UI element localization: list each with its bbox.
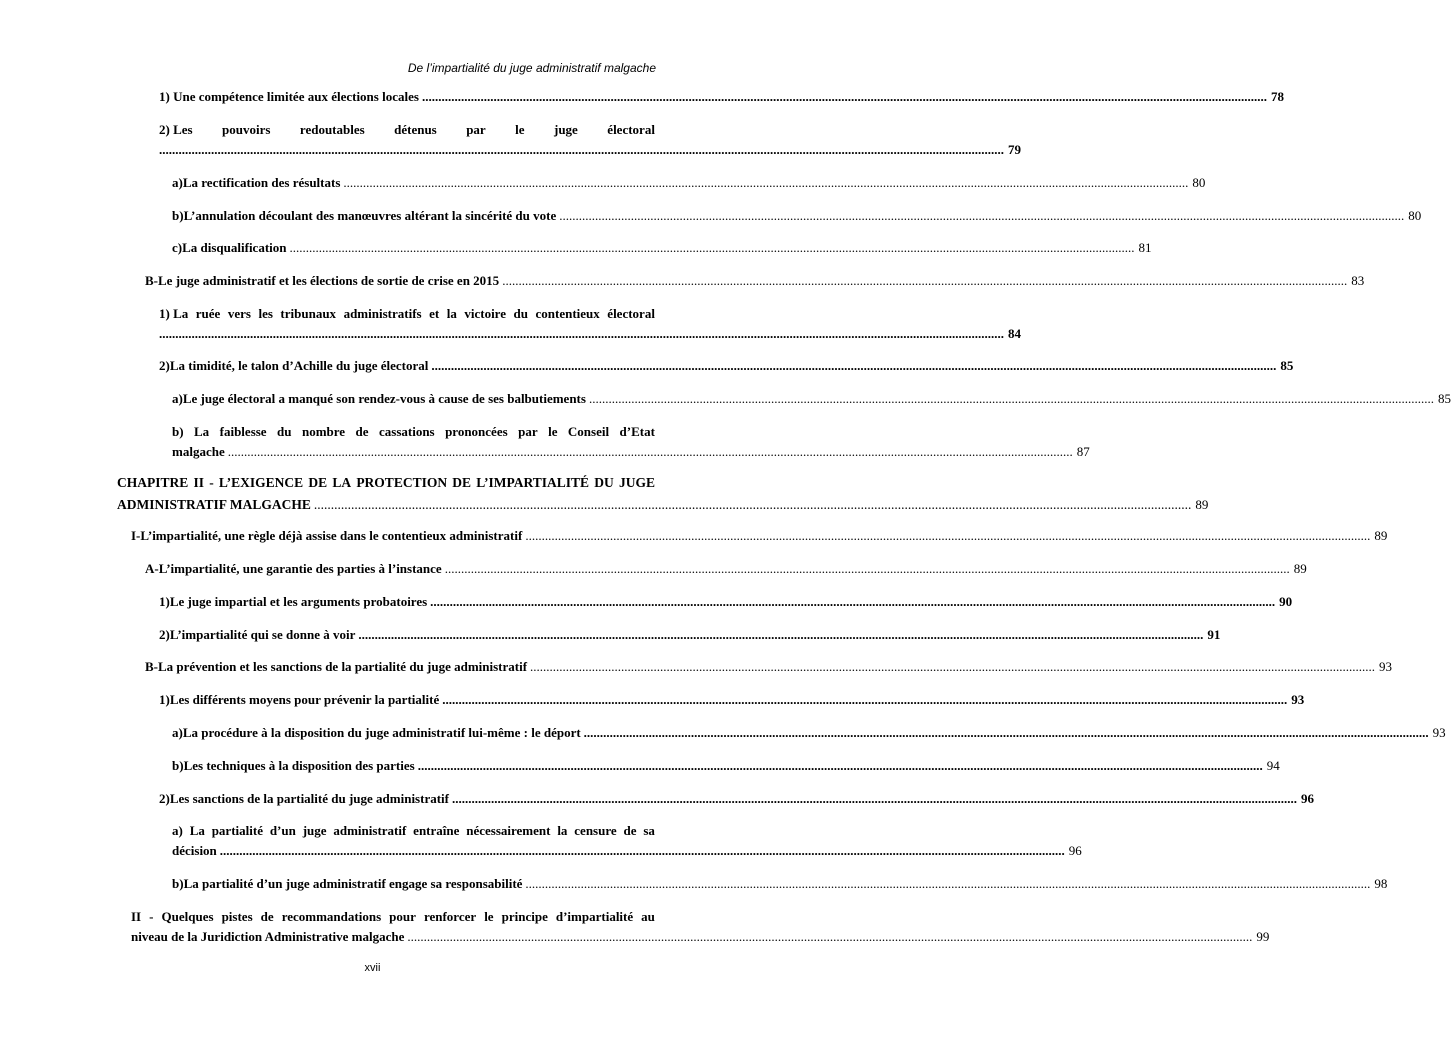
toc-entry-title (172, 422, 655, 442)
toc-word: DU (594, 475, 614, 490)
toc-entry[interactable] (159, 304, 1021, 344)
toc-word: administratifs (343, 306, 422, 321)
toc-word: L’EXIGENCE (218, 475, 304, 490)
toc-entry-page: 80 (1408, 208, 1422, 223)
toc-entry-page: 90 (1279, 594, 1293, 609)
toc-word: b) (172, 424, 184, 439)
toc-entry[interactable] (172, 173, 1206, 193)
toc-entry-marker: A- (145, 561, 159, 576)
toc-word: victoire (464, 306, 506, 321)
dot-leader: .................................................................................................................................................................................................................................................................... (583, 725, 1429, 740)
dot-leader: .................................................................................................................................................................................................................................................................... (530, 659, 1376, 674)
toc-entry-page: 85 (1280, 358, 1294, 373)
toc-entry-marker: 2) (159, 627, 170, 642)
toc-word: pistes (221, 909, 253, 924)
toc-entry-title: L’impartialité, une règle déjà assise dans le contentieux administratif (140, 528, 523, 543)
toc-entry-title: La procédure à la disposition du juge administratif lui-même : le déport (182, 725, 581, 740)
toc-entry-title (117, 472, 655, 494)
toc-entry-title (172, 821, 655, 841)
toc-entry-title: La partialité d’un juge administratif engage sa responsabilité (183, 876, 523, 891)
toc-entry-title: Le juge électoral a manqué son rendez-vous à cause de ses balbutiements (182, 391, 586, 406)
toc-word: - (149, 909, 154, 924)
toc-entry[interactable] (145, 559, 1307, 579)
dot-leader: .................................................................................................................................................................................................................................................................... (227, 444, 1073, 459)
toc-word: au (641, 909, 655, 924)
toc-word: par (466, 122, 486, 137)
toc-word: JUGE (618, 475, 655, 490)
dot-leader: .................................................................................................................................................................................................................................................................... (219, 843, 1065, 858)
toc-word: DE (452, 475, 472, 490)
toc-entry-title: 1) Une compétence limitée aux élections locales (159, 89, 419, 104)
toc-entry[interactable] (172, 389, 1451, 409)
toc-word: détenus (394, 122, 437, 137)
toc-entry[interactable] (159, 625, 1221, 645)
toc-word: cassations (378, 424, 435, 439)
toc-word: électoral (607, 122, 655, 137)
toc-entry-marker: 2) (159, 791, 170, 806)
toc-entry[interactable] (172, 238, 1152, 258)
dot-leader: .................................................................................................................................................................................................................................................................... (407, 929, 1253, 944)
dot-leader: .................................................................................................................................................................................................................................................................... (588, 391, 1434, 406)
toc-entry-marker: a) (172, 725, 183, 740)
toc-entry-title (159, 120, 655, 140)
toc-word: juge (302, 823, 327, 838)
dot-leader: .................................................................................................................................................................................................................................................................... (430, 594, 1276, 609)
toc-entry-page: 78 (1270, 89, 1284, 104)
toc-entry-page: 79 (1008, 142, 1021, 157)
toc-entry-marker: a) (172, 391, 183, 406)
toc-entry-marker: b) (172, 208, 184, 223)
toc-entry-page: 84 (1008, 326, 1021, 341)
dot-leader: .................................................................................................................................................................................................................................................................... (431, 358, 1277, 373)
dot-leader: .................................................................................................................................................................................................................................................................... (525, 876, 1371, 891)
toc-entry-page: 96 (1301, 791, 1314, 806)
toc-entry[interactable] (131, 907, 1270, 947)
toc-entry-title-cont: décision (172, 843, 217, 858)
toc-entry-marker: I- (131, 528, 141, 543)
toc-entry-page: 87 (1076, 444, 1090, 459)
toc-entry[interactable] (172, 821, 1082, 861)
toc-entry[interactable] (159, 87, 1284, 107)
toc-word: du (277, 424, 292, 439)
toc-word: faiblesse (219, 424, 267, 439)
toc-entry-title: La disqualification (182, 240, 287, 255)
toc-entry-marker: c) (172, 240, 183, 255)
toc-entry-title-cont: malgache (172, 444, 225, 459)
toc-entry-page: 96 (1068, 843, 1082, 858)
toc-word: vers (227, 306, 251, 321)
toc-entry-page: 89 (1293, 561, 1307, 576)
toc-entry-title-cont: niveau de la Juridiction Administrative malgache (131, 929, 405, 944)
toc-word: par (518, 424, 538, 439)
toc-word: entraîne (413, 823, 460, 838)
toc-word: de (260, 909, 274, 924)
toc-entry-marker: a) (172, 175, 183, 190)
toc-word: L’IMPARTIALITÉ (476, 475, 590, 490)
dot-leader: .................................................................................................................................................................................................................................................................... (559, 208, 1405, 223)
toc-entry[interactable] (159, 356, 1294, 376)
toc-word: La (189, 823, 205, 838)
dot-leader: .................................................................................................................................................................................................................................................................... (358, 627, 1204, 642)
toc-entry-page: 98 (1374, 876, 1388, 891)
toc-entry-title: La rectification des résultats (182, 175, 341, 190)
toc-entry-title: Le juge impartial et les arguments probatoires (169, 594, 428, 609)
dot-leader: .................................................................................................................................................................................................................................................................... (525, 528, 1371, 543)
toc-word: le (484, 909, 494, 924)
toc-entry-page: 93 (1379, 659, 1393, 674)
toc-entry-page: 91 (1207, 627, 1221, 642)
toc-entry[interactable] (172, 422, 1090, 462)
toc-entry-title: La timidité, le talon d’Achille du juge électoral (169, 358, 429, 373)
toc-word: du (513, 306, 528, 321)
toc-entry-title: L’impartialité qui se donne à voir (169, 627, 356, 642)
toc-word: partialité (211, 823, 263, 838)
toc-entry[interactable] (145, 271, 1365, 291)
toc-word: Quelques (161, 909, 214, 924)
toc-entry-page: 80 (1192, 175, 1206, 190)
toc-entry-title (159, 304, 655, 324)
toc-entry-page: 83 (1351, 273, 1365, 288)
toc-entry[interactable] (172, 206, 1422, 226)
toc-word: d’Etat (619, 424, 655, 439)
toc-word: censure (574, 823, 617, 838)
toc-word: de (355, 424, 369, 439)
toc-word: d’un (269, 823, 296, 838)
toc-entry[interactable] (145, 657, 1393, 677)
toc-entry-page: 93 (1291, 692, 1305, 707)
dot-leader: .................................................................................................................................................................................................................................................................... (417, 758, 1263, 773)
dot-leader: .................................................................................................................................................................................................................................................................... (343, 175, 1189, 190)
toc-word: 2) Les (159, 122, 193, 137)
toc-entry-page: 93 (1432, 725, 1446, 740)
toc-word: nombre (301, 424, 346, 439)
dot-leader: .................................................................................................................................................................................................................................................................... (313, 497, 1192, 512)
toc-entry-marker: B- (145, 659, 158, 674)
toc-entry-marker: 1) (159, 594, 170, 609)
toc-entry-marker: B- (145, 273, 158, 288)
toc-entry[interactable] (159, 690, 1305, 710)
toc-entry-title-cont: ADMINISTRATIF MALGACHE (117, 497, 311, 512)
toc-entry-page: 89 (1374, 528, 1388, 543)
toc-word: a) (172, 823, 183, 838)
toc-word: redoutables (299, 122, 365, 137)
dot-leader: .................................................................................................................................................................................................................................................................... (421, 89, 1267, 104)
dot-leader: .................................................................................................................................................................................................................................................................... (442, 692, 1288, 707)
toc-word: électoral (607, 306, 655, 321)
toc-word: d’impartialité (555, 909, 634, 924)
toc-word: juge (554, 122, 578, 137)
toc-word: la (557, 823, 568, 838)
toc-word: renforcer (423, 909, 477, 924)
toc-word: II (131, 909, 142, 924)
page-number: xvii (364, 962, 381, 974)
toc-word: Conseil (567, 424, 610, 439)
running-header: De l’impartialité du juge administratif malgache (407, 61, 656, 75)
toc-entry-title: L’annulation découlant des manœuvres altérant la sincérité du vote (183, 208, 557, 223)
toc-word: tribunaux (280, 306, 337, 321)
toc-entry-marker: b) (172, 876, 184, 891)
toc-word: le (515, 122, 525, 137)
toc-entry-title: Le juge administratif et les élections de sortie de crise en 2015 (158, 273, 500, 288)
toc-word: contentieux (535, 306, 600, 321)
toc-entry-title: Les sanctions de la partialité du juge administratif (169, 791, 449, 806)
toc-entry[interactable] (172, 723, 1446, 743)
toc-entry[interactable] (159, 789, 1314, 809)
dot-leader: .................................................................................................................................................................................................................................................................... (159, 326, 1004, 341)
toc-word: prononcées (445, 424, 508, 439)
dot-leader: .................................................................................................................................................................................................................................................................... (444, 561, 1290, 576)
toc-word: administratif (333, 823, 407, 838)
toc-word: principe (501, 909, 548, 924)
toc-word: et (429, 306, 440, 321)
toc-word: le (548, 424, 558, 439)
toc-entry-title: La prévention et les sanctions de la partialité du juge administratif (158, 659, 528, 674)
toc-entry-title (131, 907, 655, 927)
toc-word: - (209, 475, 214, 490)
toc-entry-page: 89 (1195, 497, 1209, 512)
toc-word: recommandations (281, 909, 382, 924)
dot-leader: .................................................................................................................................................................................................................................................................... (159, 142, 1004, 157)
toc-entry-title: Les techniques à la disposition des parties (183, 758, 415, 773)
toc-word: LA (332, 475, 352, 490)
toc-word: les (258, 306, 273, 321)
toc-entry-title: Les différents moyens pour prévenir la partialité (169, 692, 440, 707)
dot-leader: .................................................................................................................................................................................................................................................................... (452, 791, 1297, 806)
toc-word: sa (643, 823, 655, 838)
toc-word: 1) La (159, 306, 189, 321)
toc-word: nécessairement (466, 823, 551, 838)
toc-word: La (194, 424, 210, 439)
toc-entry-marker: b) (172, 758, 184, 773)
toc-word: la (446, 306, 457, 321)
toc-entry-title: L’impartialité, une garantie des parties à l’instance (158, 561, 442, 576)
toc-entry-page: 99 (1256, 929, 1270, 944)
toc-word: PROTECTION (356, 475, 448, 490)
toc-entry[interactable] (159, 592, 1293, 612)
toc-entry-page: 85 (1437, 391, 1451, 406)
toc-word: pour (389, 909, 416, 924)
toc-word: II (193, 475, 204, 490)
toc-word: DE (308, 475, 328, 490)
toc-word: CHAPITRE (117, 475, 189, 490)
dot-leader: .................................................................................................................................................................................................................................................................... (289, 240, 1135, 255)
toc-word: ruée (195, 306, 221, 321)
toc-word: pouvoirs (222, 122, 271, 137)
toc-entry[interactable] (172, 874, 1388, 894)
toc-word: de (623, 823, 637, 838)
toc-entry-marker: 2) (159, 358, 170, 373)
toc-entry[interactable] (131, 526, 1388, 546)
toc-entry-page: 81 (1138, 240, 1152, 255)
toc-entry[interactable] (159, 120, 1021, 160)
dot-leader: .................................................................................................................................................................................................................................................................... (502, 273, 1348, 288)
toc-entry-page: 94 (1266, 758, 1280, 773)
toc-entry[interactable] (172, 756, 1280, 776)
toc-chapter-entry[interactable] (117, 472, 1209, 516)
toc-entry-marker: 1) (159, 692, 170, 707)
